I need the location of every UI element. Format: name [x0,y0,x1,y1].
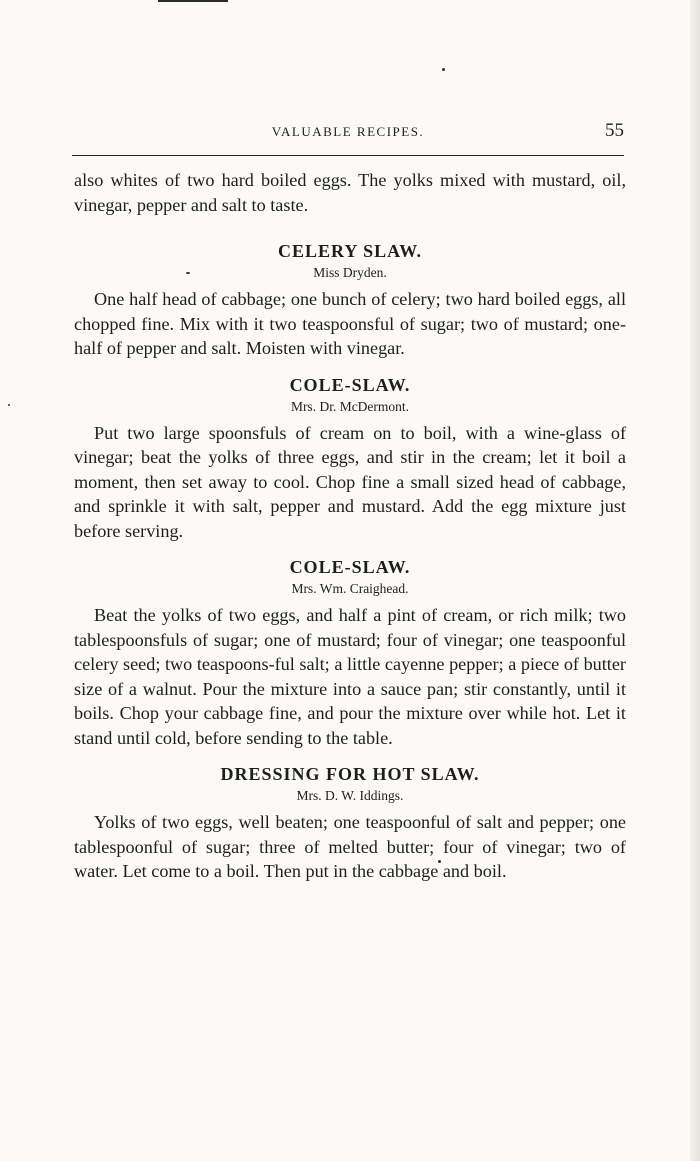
recipe-author: Miss Dryden. [313,265,387,280]
page-content [74,168,626,884]
page-number: 55 [605,120,624,141]
recipe-text: Beat the yolks of two eggs, and half a pint of cream, or rich milk; two tablespoonsfuls of sugar; one of mustard; four of vinegar; one teaspoonful celery seed; two teaspoons-ful salt; a little cayenne pepper; a piece of butter size of a walnut. Pour the mixture into a sauce pan; stir constantly, until it boils. Chop your cabbage fine, and pour the mixture over while hot. Let it stand until cold, before sending to the table. [74,605,626,748]
running-title: VALUABLE RECIPES. [271,124,425,139]
recipe-author: Mrs. D. W. Iddings. [296,788,404,803]
ink-speck [8,404,10,406]
continued-paragraph: also whites of two hard boiled eggs. The yolks mixed with mustard, oil, vinegar, pepper and salt to taste. [74,170,626,215]
recipe-text: Yolks of two eggs, well beaten; one teaspoonful of salt and pepper; one tablespoonful of sugar; three of melted butter; four of vinegar; two of water. Let come to a boil. Then put in the cabbage and boil. [74,812,626,881]
recipe-title: COLE-SLAW. [289,557,411,577]
recipe-title: CELERY SLAW. [277,241,423,261]
recipe-author: Mrs. Wm. Craighead. [291,581,409,596]
ink-speck [442,68,445,71]
recipe-text: Put two large spoonsfuls of cream on to boil, with a wine-glass of vinegar; beat the yolks of three eggs, and stir in the cream; let it boil a moment, then set away to cool. Chop fine a small sized head of cabbage, and sprinkle it with salt, pepper and mustard. Add the egg mixture just before serving. [74,422,626,541]
page-top-edge-mark [158,0,228,2]
recipe-cole-slaw-mcdermont [74,373,626,544]
header-rule [72,155,624,156]
recipe-text: One half head of cabbage; one bunch of celery; two hard boiled eggs, all chopped fine. Mix with it two teaspoonsful of sugar; two of mustard; one-half of pepper and salt. Moisten with vinegar. [74,289,626,358]
recipe-author: Mrs. Dr. McDermont. [290,398,410,414]
recipe-title: DRESSING FOR HOT SLAW. [220,764,480,784]
recipe-celery-slaw [74,239,626,361]
page-right-edge [690,0,700,1161]
running-head [72,120,624,150]
recipe-title: COLE-SLAW. [289,374,411,395]
recipe-dressing-for-hot-slaw [74,762,626,884]
recipe-cole-slaw-craighead [74,555,626,750]
